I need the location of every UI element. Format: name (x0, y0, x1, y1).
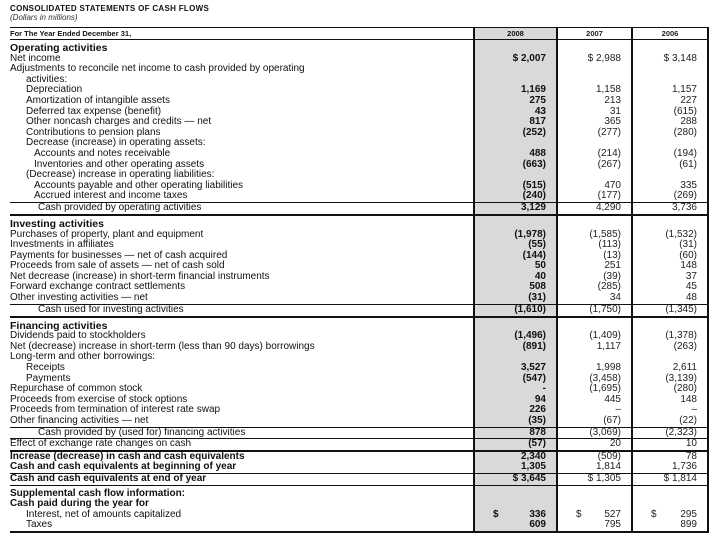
value-2006: 899 (632, 520, 708, 532)
value-2006: 78 (632, 451, 708, 463)
value-2008: (57) (474, 439, 557, 451)
value-2007: (177) (557, 191, 632, 202)
dollar-sign: $ (651, 508, 657, 520)
value-2008: (240) (474, 191, 557, 202)
row-label: Inventories and other operating assets (34, 158, 205, 170)
value-2006: (60) (632, 251, 708, 262)
value-2008: 878 (474, 427, 557, 439)
value-2006: (31) (632, 240, 708, 251)
row-label: Effect of exchange rate changes on cash (10, 439, 474, 451)
row-label: Accounts payable and other operating liabilities (34, 179, 244, 191)
value-2008: $ 3,645 (474, 473, 557, 485)
value-2008: (891) (474, 342, 557, 353)
value-2006: 148 (632, 261, 708, 272)
value-2007: (509) (557, 451, 632, 463)
value-2007: 1,998 (557, 363, 632, 374)
supplemental-heading: Supplemental cash flow information: (10, 487, 186, 499)
row-label: Payments for businesses — net of cash acquired (10, 249, 228, 261)
value-2008: (55) (474, 240, 557, 251)
value-2006: 48 (632, 293, 708, 304)
value-2007: (285) (557, 282, 632, 293)
value-2006: (1,345) (632, 304, 708, 317)
row-label: Proceeds from exercise of stock options (10, 393, 188, 405)
value-2007: 445 (557, 395, 632, 406)
table-row (10, 64, 708, 75)
value-2008: (547) (474, 374, 557, 385)
row-label: Purchases of property, plant and equipment (10, 228, 204, 240)
row-label: Contributions to pension plans (26, 126, 161, 138)
value-2006: 1,736 (632, 462, 708, 473)
dollar-sign: $ (576, 508, 582, 520)
value-2008: (35) (474, 416, 557, 427)
row-label: Taxes (10, 520, 474, 532)
total-row (10, 473, 708, 485)
value-2006: (263) (632, 342, 708, 353)
value-2008: 3,129 (474, 202, 557, 215)
value-2007: 31 (557, 107, 632, 118)
section-heading (10, 40, 708, 54)
row-label: Depreciation (26, 84, 83, 96)
value-2008: - (474, 384, 557, 395)
value-2006: – (632, 405, 708, 416)
row-label: activities: (26, 73, 68, 85)
value-2007: (67) (557, 416, 632, 427)
row-label: Interest, net of amounts capitalized (26, 508, 182, 520)
row-label: Deferred tax expense (benefit) (26, 105, 162, 117)
value-2007: (3,069) (557, 427, 632, 439)
value-2006: $ 1,814 (632, 473, 708, 485)
value-2008: 1,305 (474, 462, 557, 473)
table-row (10, 416, 708, 427)
row-label: Dividends paid to stockholders (10, 330, 146, 342)
value-2007: 1,158 (557, 85, 632, 96)
table-row (10, 96, 708, 107)
value-2007: $ 2,988 (557, 54, 632, 65)
row-label: Net (decrease) increase in short-term (less than 90 days) borrowings (10, 340, 315, 352)
investing-heading: Investing activities (10, 217, 104, 230)
value-2006: (194) (632, 149, 708, 160)
total-row (10, 427, 708, 439)
operating-heading: Operating activities (10, 42, 108, 54)
row-label: Forward exchange contract settlements (10, 281, 186, 293)
row-label: Decrease (increase) in operating assets: (26, 137, 206, 149)
value-2007: (3,458) (557, 374, 632, 385)
total-row (10, 202, 708, 215)
value-2006: (280) (632, 128, 708, 139)
value-2007: (1,409) (557, 331, 632, 342)
value-2007: 795 (557, 520, 632, 532)
value-2006: 227 (632, 96, 708, 107)
value-2007: (214) (557, 149, 632, 160)
table-row (10, 191, 708, 202)
section-heading (10, 485, 708, 499)
value-2008: 50 (474, 261, 557, 272)
value-2006: 2,611 (632, 363, 708, 374)
row-label: Accrued interest and income taxes (34, 190, 188, 202)
row-label: Payments (26, 372, 71, 384)
value-2008: (252) (474, 128, 557, 139)
table-row (10, 462, 708, 473)
value-2006: 335 (632, 181, 708, 192)
value-2008: 508 (474, 282, 557, 293)
value-2006: 1,157 (632, 85, 708, 96)
row-label: Other investing activities — net (10, 292, 148, 304)
header-label: For The Year Ended December 31, (10, 28, 474, 40)
section-heading (10, 215, 708, 230)
value-2008: 609 (474, 520, 557, 532)
value-2007: $ 1,305 (557, 473, 632, 485)
value-2008: 43 (474, 107, 557, 118)
row-label: Proceeds from termination of interest rate swap (10, 404, 221, 416)
value-2008: (144) (474, 251, 557, 262)
table-row (10, 520, 708, 532)
value-2006: (22) (632, 416, 708, 427)
value-2006: 45 (632, 282, 708, 293)
row-label: Long-term and other borrowings: (10, 351, 156, 363)
row-label: Net decrease (increase) in short-term financial instruments (10, 270, 270, 282)
value-2008: 3,527 (474, 363, 557, 374)
value-2007: (1,585) (557, 230, 632, 241)
year-2008: 2008 (474, 28, 557, 40)
value-2008: $ 2,007 (474, 54, 557, 65)
row-label: Cash paid during the year for (10, 498, 149, 510)
dollar-sign: $ (493, 508, 499, 520)
row-label: Investments in affiliates (10, 239, 114, 251)
value-2007: 213 (557, 96, 632, 107)
value-2008: (31) (474, 293, 557, 304)
financing-heading: Financing activities (10, 319, 108, 332)
value-2007: – (557, 405, 632, 416)
value-2007: 4,290 (557, 202, 632, 215)
value-2007: 20 (557, 439, 632, 451)
value-2006: (269) (632, 191, 708, 202)
value-2007: 1,814 (557, 462, 632, 473)
value-2006: 37 (632, 272, 708, 283)
value-2008: (1,610) (474, 304, 557, 317)
row-label: Accounts and notes receivable (34, 147, 171, 159)
value-2006: $ 3,148 (632, 54, 708, 65)
row-label: Adjustments to reconcile net income to cash provided by operating (10, 63, 305, 75)
total-label: Cash provided by (used for) financing activities (10, 427, 474, 439)
value-2008: 1,169 (474, 85, 557, 96)
value-2008: (1,496) (474, 331, 557, 342)
row-label: Net income (10, 52, 61, 64)
value-2006: (1,378) (632, 331, 708, 342)
year-2006: 2006 (632, 28, 708, 40)
value-2007: 365 (557, 117, 632, 128)
row-label: Other noncash charges and credits — net (26, 116, 212, 128)
row-label: (Decrease) increase in operating liabilities: (26, 169, 215, 181)
value-2008: (1,978) (474, 230, 557, 241)
row-label: Amortization of intangible assets (26, 94, 170, 106)
row-label: Repurchase of common stock (10, 383, 143, 395)
value-2006: (1,532) (632, 230, 708, 241)
value-2006: $ 295 (632, 510, 708, 521)
value-2007: (1,750) (557, 304, 632, 317)
cash-flow-table (10, 27, 709, 533)
value-2006: 288 (632, 117, 708, 128)
value-2007: 34 (557, 293, 632, 304)
row-label: Cash and cash equivalents at end of year (10, 473, 474, 485)
value-2008: (663) (474, 160, 557, 171)
table-row (10, 439, 708, 451)
value-2008: 94 (474, 395, 557, 406)
table-row (10, 293, 708, 304)
table-row (10, 510, 708, 521)
header-row (10, 28, 708, 40)
value-2007: (1,695) (557, 384, 632, 395)
value-2008: $ 336 (474, 510, 557, 521)
value-2006: (280) (632, 384, 708, 395)
value-2006: (2,323) (632, 427, 708, 439)
value-2007: (113) (557, 240, 632, 251)
value-2006: (3,139) (632, 374, 708, 385)
value-2006: 148 (632, 395, 708, 406)
value-2007: $ 527 (557, 510, 632, 521)
value-2007: (39) (557, 272, 632, 283)
row-label: Increase (decrease) in cash and cash equivalents (10, 451, 474, 463)
total-row (10, 304, 708, 317)
value-2006: (615) (632, 107, 708, 118)
value-2007: 251 (557, 261, 632, 272)
value-2007: (267) (557, 160, 632, 171)
row-label: Proceeds from sale of assets — net of cash sold (10, 260, 225, 272)
row-label: Other financing activities — net (10, 415, 149, 426)
value-2006: 10 (632, 439, 708, 451)
row-label: Cash and cash equivalents at beginning of year (10, 461, 237, 473)
value-2007: (13) (557, 251, 632, 262)
value-2008: 2,340 (474, 451, 557, 463)
statement-title: CONSOLIDATED STATEMENTS OF CASH FLOWS (10, 4, 210, 13)
value-2008: 488 (474, 149, 557, 160)
value-2008: 226 (474, 405, 557, 416)
total-label: Cash provided by operating activities (10, 202, 474, 215)
total-label: Cash used for investing activities (10, 304, 474, 317)
value-2007: 1,117 (557, 342, 632, 353)
section-heading (10, 317, 708, 332)
table-row (10, 149, 708, 160)
value-2008: 817 (474, 117, 557, 128)
value-2008: 275 (474, 96, 557, 107)
value-2008: 40 (474, 272, 557, 283)
value-2007: (277) (557, 128, 632, 139)
year-2007: 2007 (557, 28, 632, 40)
value-2006: (61) (632, 160, 708, 171)
row-label: Receipts (26, 362, 65, 374)
value-2006: 3,736 (632, 202, 708, 215)
value-2008: (515) (474, 181, 557, 192)
statement-subtitle: (Dollars in millions) (10, 13, 78, 22)
value-2007: 470 (557, 181, 632, 192)
